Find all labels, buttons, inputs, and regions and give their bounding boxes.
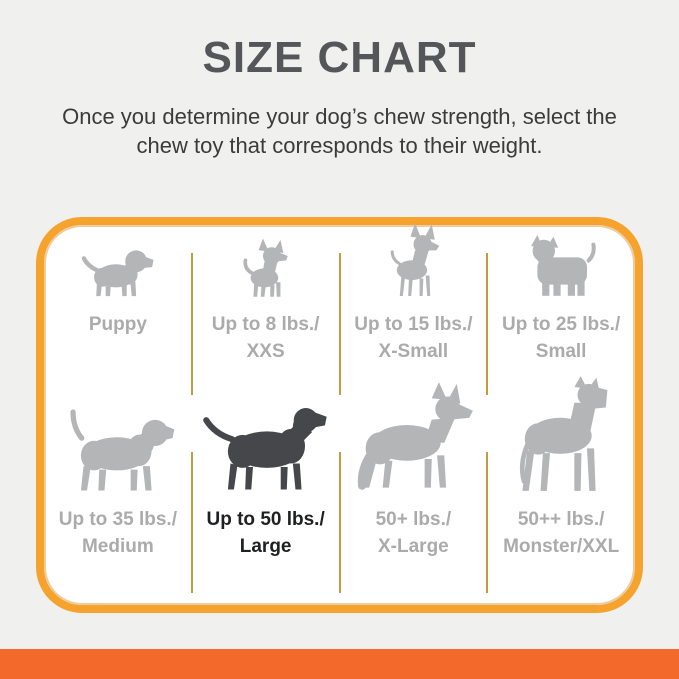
puppy-icon [78, 241, 158, 299]
size-label-small [502, 311, 620, 365]
size-label-line1: Up to 25 lbs./ [502, 314, 621, 335]
size-label-line2: Monster/XXL [503, 536, 620, 557]
subtitle-line2: chew toy that corresponds to their weight. [136, 133, 543, 158]
xlarge-dog-icon [346, 382, 480, 494]
xsmall-dog-icon [383, 223, 444, 299]
size-label-medium [59, 506, 177, 560]
xxs-dog-icon [238, 237, 293, 299]
size-label-line1: Up to 50 lbs./ [206, 509, 325, 530]
size-label-line1: Up to 15 lbs./ [354, 314, 473, 335]
size-label-line2: Small [535, 341, 587, 362]
medium-dog-icon [59, 398, 177, 494]
size-cell-monster-xxl [487, 410, 635, 605]
size-label-xsmall [354, 311, 472, 365]
monster-xxl-dog-icon [502, 376, 620, 494]
size-label-monster-xxl [503, 506, 619, 560]
size-cell-xxs [192, 225, 340, 410]
size-cell-puppy [44, 225, 192, 410]
size-label-line2: Large [239, 536, 292, 557]
size-cell-medium [44, 410, 192, 605]
bottom-accent-bar [0, 649, 679, 679]
size-label-line2: X-Large [378, 536, 449, 557]
subtitle-line1: Once you determine your dog’s chew strength, select the [62, 104, 617, 129]
size-label-line2: X-Small [378, 341, 449, 362]
size-cell-large [192, 410, 340, 605]
small-dog-icon [523, 235, 599, 299]
size-label-large [207, 506, 325, 560]
size-label-line1: Up to 8 lbs./ [211, 314, 320, 335]
size-label-line1: Up to 35 lbs./ [58, 509, 177, 530]
size-label-line2: Medium [81, 536, 154, 557]
size-label-line2 [89, 338, 147, 365]
page-subtitle [0, 102, 679, 160]
size-label-line1: 50++ lbs./ [517, 509, 605, 530]
size-label-line2: XXS [246, 341, 285, 362]
size-chart-panel [36, 217, 643, 613]
large-dog-icon [201, 394, 331, 494]
size-label-puppy [89, 311, 147, 365]
size-label-xxs [212, 311, 320, 365]
size-label-line1: Puppy [88, 314, 147, 335]
size-label-line1: 50+ lbs./ [375, 509, 452, 530]
page-title: SIZE CHART [202, 33, 477, 82]
size-label-xlarge [376, 506, 452, 560]
size-cell-xlarge [340, 410, 488, 605]
size-chart-grid [44, 225, 635, 605]
